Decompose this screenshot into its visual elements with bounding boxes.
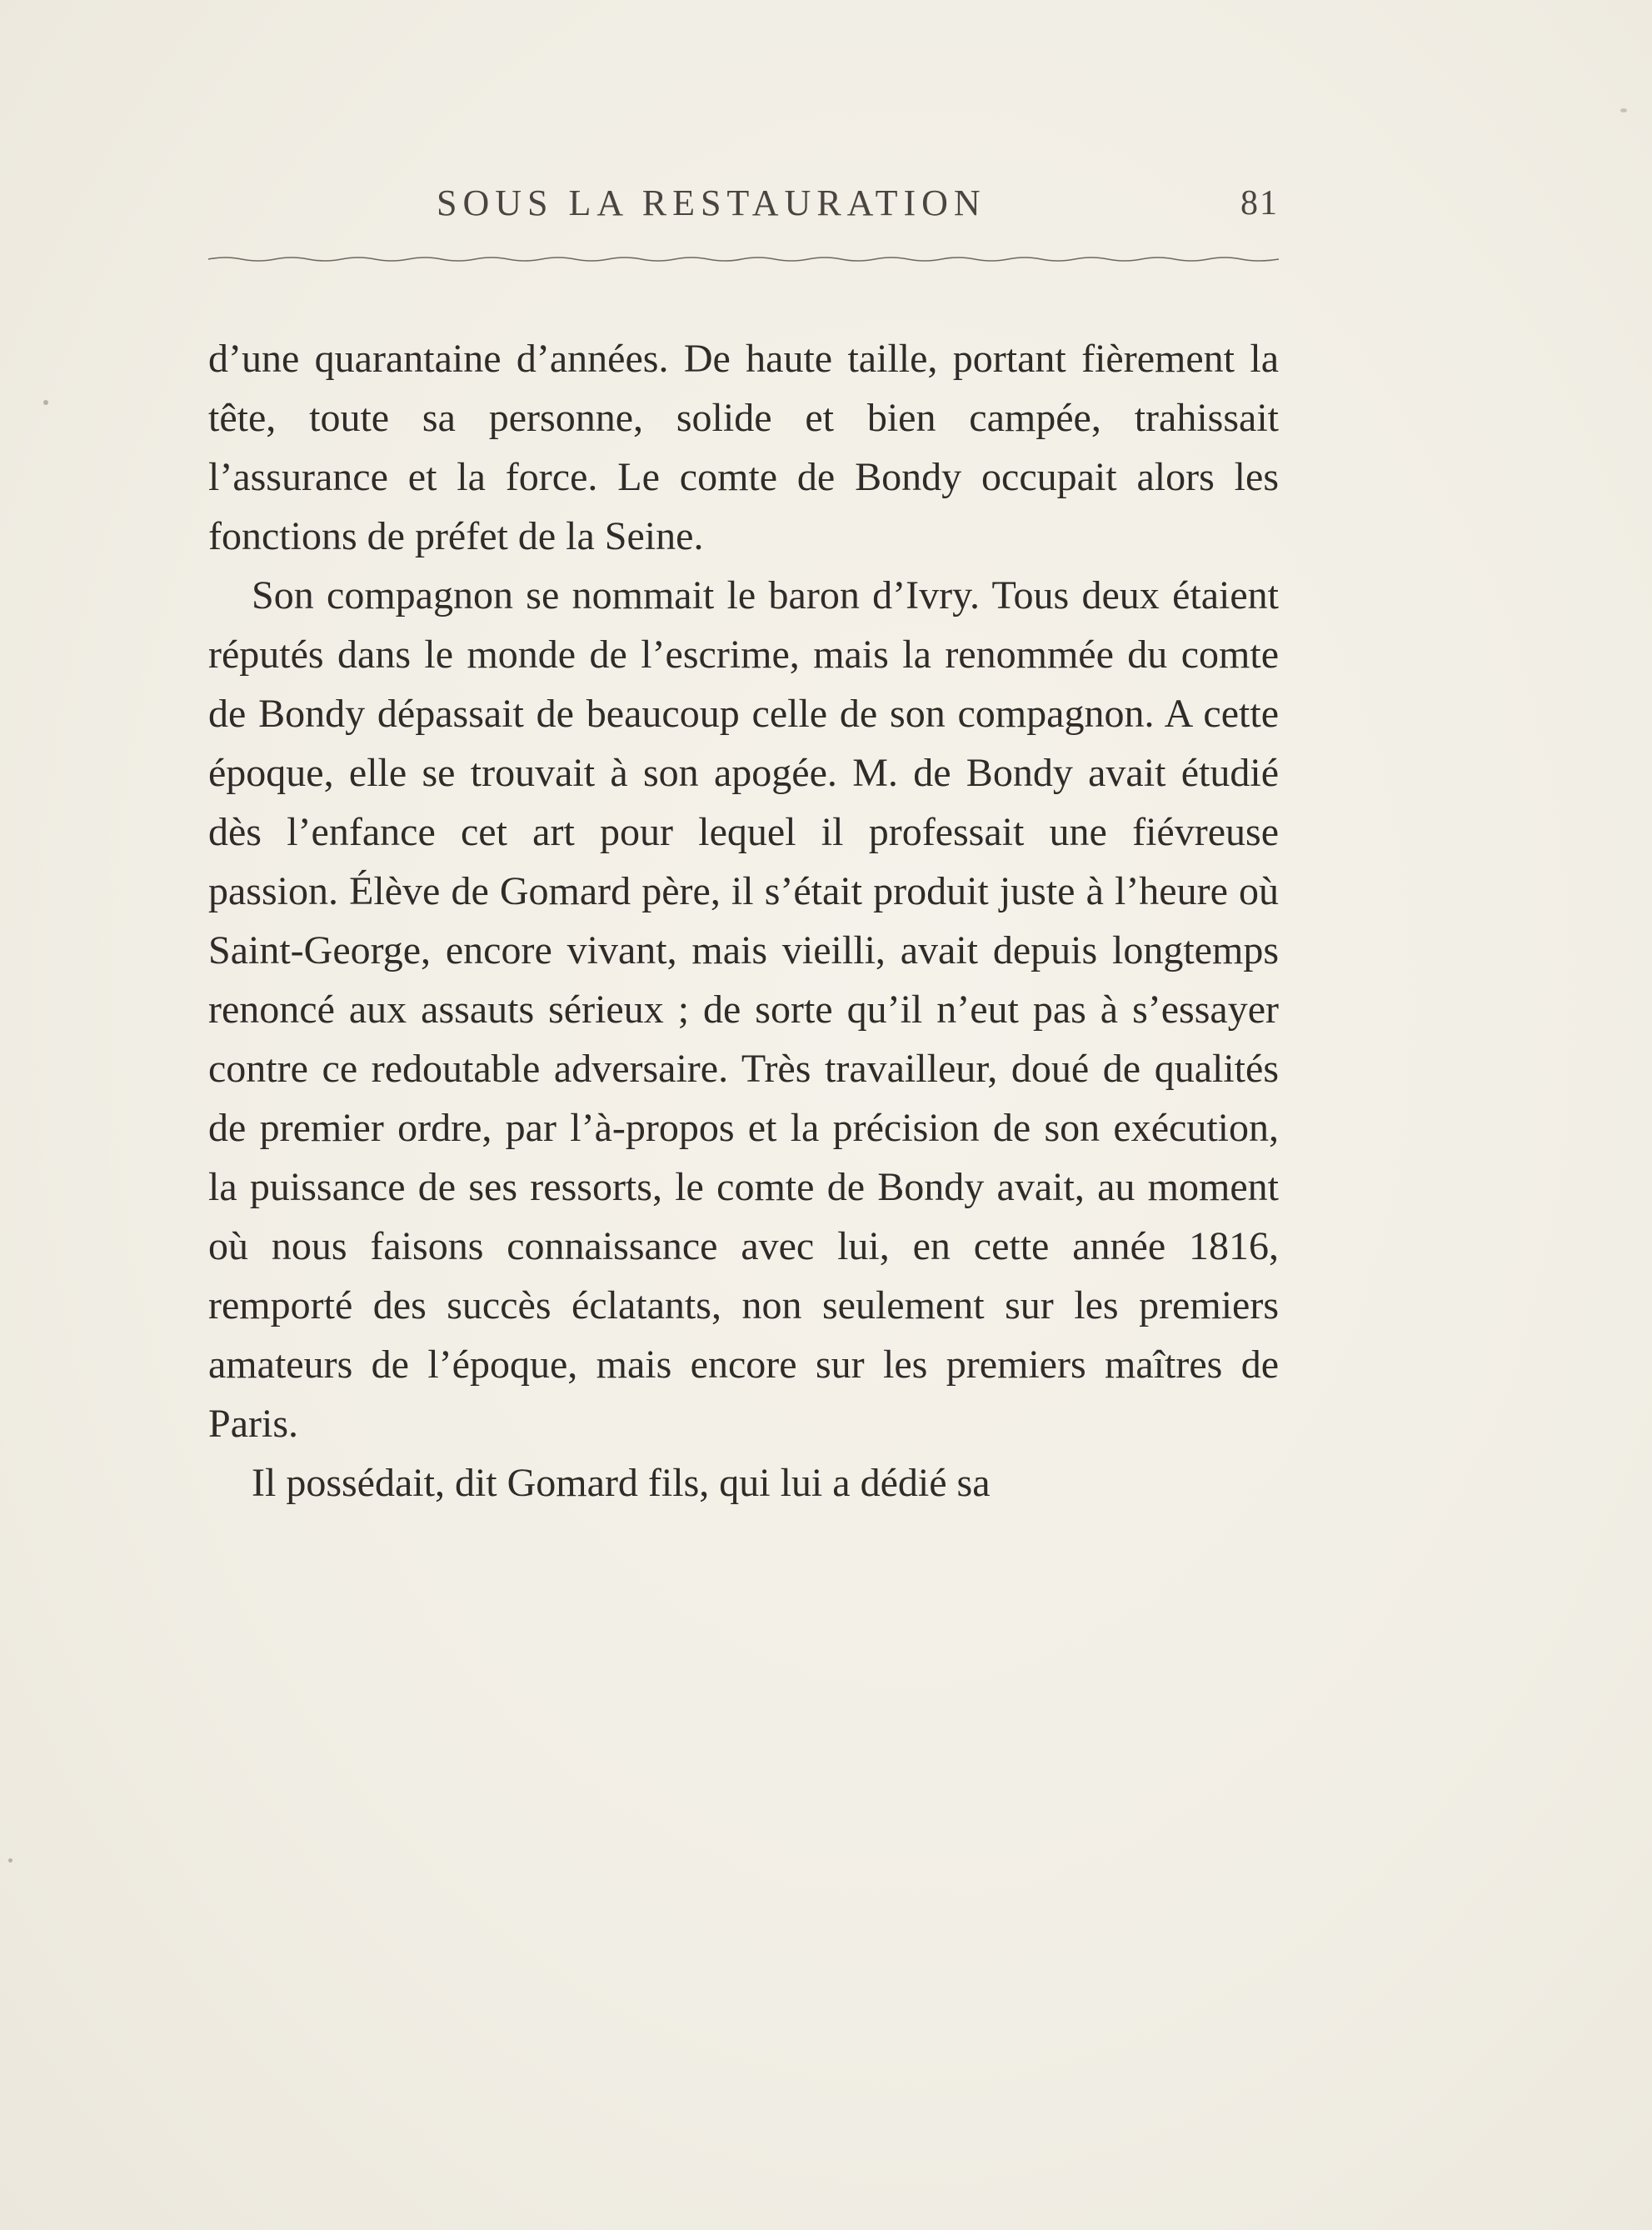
paper-speck <box>1620 108 1627 112</box>
page-number: 81 <box>1240 184 1279 222</box>
page-header <box>208 182 1279 240</box>
decorative-wavy-rule <box>208 254 1279 264</box>
running-title: SOUS LA RESTAURATION <box>437 182 986 223</box>
paper-speck <box>8 1858 12 1862</box>
paragraph-2: Son compagnon se nommait le baron d’Ivry. Tous deux étaient réputés dans le monde de l’escrime, mais la renommée du comte de Bondy dépassait de beaucoup celle de son compagnon. A cette époque, elle se trouvait à son apogée. M. de Bondy avait étudié dès l’enfance cet art pour lequel il professait une fiévreuse passion. Élève de Gomard père, il s’était produit juste à l’heure où Saint-George, encore vivant, mais vieilli, avait depuis longtemps renoncé aux assauts sérieux ; de sorte qu’il n’eut pas à s’essayer contre ce redoutable adversaire. Très travailleur, doué de qualités de premier ordre, par l’à-propos et la précision de son exécution, la puissance de ses ressorts, le comte de Bondy avait, au moment où nous faisons connaissance avec lui, en cette année 1816, remporté des succès éclatants, non seulement sur les premiers amateurs de l’époque, mais encore sur les premiers maîtres de Paris. <box>208 573 1279 1446</box>
paragraph-1: d’une quarantaine d’années. De haute taille, portant fièrement la tête, toute sa personne, solide et bien campée, trahissait l’assurance et la force. Le comte de Bondy occupait alors les fonctions de préfet de la Seine. <box>208 337 1279 558</box>
paper-speck <box>43 400 48 405</box>
paragraph-3: Il possédait, dit Gomard fils, qui lui a dédié sa <box>252 1461 991 1505</box>
body-text <box>208 329 1279 1512</box>
